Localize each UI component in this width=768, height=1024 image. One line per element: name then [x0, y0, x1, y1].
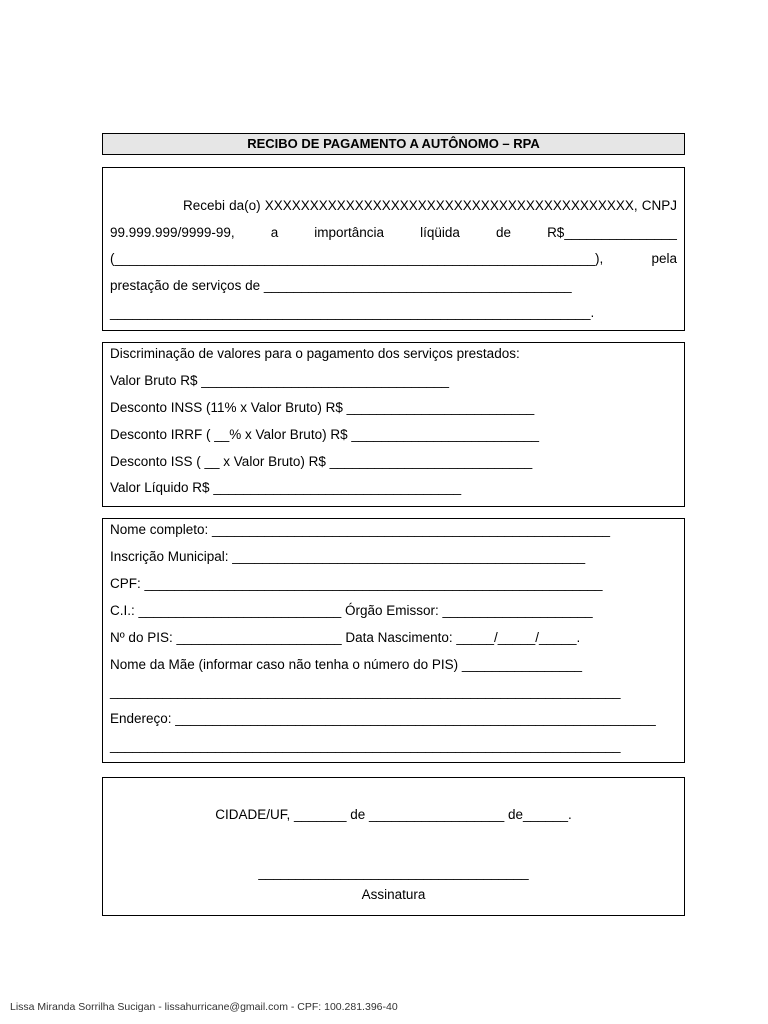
- inss-discount-field: Desconto INSS (11% x Valor Bruto) R$ _________________________: [110, 400, 535, 415]
- receipt-line-2: 99.999.999/9999-99, a importância líqüida de R$_______________: [110, 225, 677, 240]
- city-date-line: CIDADE/UF, _______ de __________________ de______.: [215, 807, 572, 822]
- mother-name-field: Nome da Mãe (informar caso não tenha o número do PIS) ________________: [110, 657, 583, 672]
- receipt-line-3: (________________________________________________________________), pela: [110, 251, 677, 266]
- value-breakdown-box: [102, 342, 685, 507]
- address-field: Endereço: ________________________________________________________________: [110, 711, 656, 726]
- signature-label: Assinatura: [361, 887, 426, 902]
- service-description-continuation: ________________________________________________________________.: [110, 305, 595, 320]
- gross-value-field: Valor Bruto R$ _________________________________: [110, 373, 450, 388]
- document-footer: Lissa Miranda Sorrilha Sucigan - lissahurricane@gmail.com - CPF: 100.281.396-40: [10, 1001, 398, 1013]
- pis-birthdate-field: Nº do PIS: ______________________ Data Nascimento: _____/_____/_____.: [110, 630, 581, 645]
- breakdown-heading: Discriminação de valores para o pagamento dos serviços prestados:: [110, 346, 520, 361]
- signature-box: [102, 777, 685, 916]
- personal-info-box: [102, 518, 685, 763]
- document-title: RECIBO DE PAGAMENTO A AUTÔNOMO – RPA: [102, 133, 685, 155]
- mother-name-continuation: ____________________________________________________________________: [110, 684, 621, 699]
- cpf-field: CPF: _____________________________________________________________: [110, 576, 603, 591]
- address-continuation: ____________________________________________________________________: [110, 738, 621, 753]
- municipal-registration-field: Inscrição Municipal: _______________________________________________: [110, 549, 586, 564]
- full-name-field: Nome completo: _____________________________________________________: [110, 522, 610, 537]
- service-description-line: prestação de serviços de _________________________________________: [110, 278, 572, 293]
- net-value-field: Valor Líquido R$ _________________________________: [110, 480, 462, 495]
- id-issuer-field: C.I.: ___________________________ Órgão Emissor: ____________________: [110, 603, 593, 618]
- irrf-discount-field: Desconto IRRF ( __% x Valor Bruto) R$ _________________________: [110, 427, 540, 442]
- iss-discount-field: Desconto ISS ( __ x Valor Bruto) R$ ___________________________: [110, 454, 533, 469]
- receipt-line-1: Recebi da(o) XXXXXXXXXXXXXXXXXXXXXXXXXXXXXXXXXXXXXXXXX, CNPJ: [183, 198, 677, 213]
- receipt-statement-box: [102, 167, 685, 331]
- signature-line: ____________________________________: [258, 865, 529, 880]
